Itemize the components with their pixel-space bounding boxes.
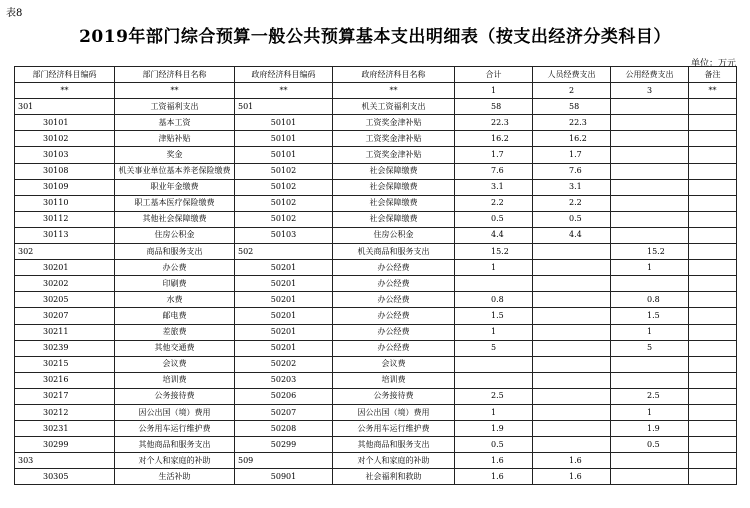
dept-code-cell: 30231 [15,421,115,437]
table-row [15,244,737,260]
table-row [15,404,737,420]
public-cell [611,227,689,243]
dept-name-cell: 其他交通费 [115,340,235,356]
note-cell [689,388,737,404]
personnel-cell: 4.4 [533,227,611,243]
total-cell: 4.4 [455,227,533,243]
gov-code-cell: 50201 [235,308,333,324]
total-cell: 0.5 [455,437,533,453]
note-cell [689,404,737,420]
gov-name-cell: 机关商品和服务支出 [333,244,455,260]
index-cell: ** [115,83,235,99]
dept-name-cell: 公务用车运行维护费 [115,421,235,437]
personnel-cell: 3.1 [533,179,611,195]
note-cell [689,324,737,340]
dept-code-cell: 30202 [15,276,115,292]
public-cell [611,115,689,131]
column-header: 政府经济科目编码 [235,67,333,83]
gov-code-cell: 50102 [235,211,333,227]
personnel-cell: 1.7 [533,147,611,163]
gov-name-cell: 办公经费 [333,308,455,324]
table-row [15,211,737,227]
unit-label: 单位：万元 [690,59,736,69]
gov-name-cell: 社会保障缴费 [333,195,455,211]
dept-code-cell: 30215 [15,356,115,372]
public-cell [611,147,689,163]
dept-code-cell: 302 [15,244,115,260]
public-cell [611,211,689,227]
gov-name-cell: 社会保障缴费 [333,179,455,195]
total-cell: 1.7 [455,147,533,163]
gov-code-cell: 50103 [235,227,333,243]
index-cell: ** [333,83,455,99]
note-cell [689,356,737,372]
gov-code-cell: 50102 [235,163,333,179]
dept-code-cell: 30102 [15,131,115,147]
column-header: 部门经济科目编码 [15,67,115,83]
gov-code-cell: 50102 [235,195,333,211]
note-cell [689,453,737,469]
personnel-cell: 58 [533,99,611,115]
personnel-cell: 2.2 [533,195,611,211]
note-cell [689,292,737,308]
gov-code-cell: 50901 [235,469,333,485]
gov-code-cell: 50101 [235,131,333,147]
dept-code-cell: 30216 [15,372,115,388]
public-cell: 15.2 [611,244,689,260]
dept-code-cell: 30212 [15,404,115,420]
dept-name-cell: 邮电费 [115,308,235,324]
total-cell: 0.5 [455,211,533,227]
note-cell [689,195,737,211]
gov-code-cell: 502 [235,244,333,260]
gov-name-cell: 办公经费 [333,260,455,276]
personnel-cell: 0.5 [533,211,611,227]
public-cell [611,372,689,388]
total-cell: 2.2 [455,195,533,211]
table-header-row [15,67,737,83]
note-cell [689,115,737,131]
table-row [15,437,737,453]
public-cell: 1 [611,324,689,340]
gov-code-cell: 50201 [235,260,333,276]
total-cell: 22.3 [455,115,533,131]
dept-name-cell: 对个人和家庭的补助 [115,453,235,469]
table-row [15,453,737,469]
public-cell: 0.5 [611,437,689,453]
total-cell [455,276,533,292]
note-cell [689,437,737,453]
page-title: 2019年部门综合预算一般公共预算基本支出明细表（按支出经济分类科目） [79,27,671,47]
gov-code-cell: 501 [235,99,333,115]
table-row [15,324,737,340]
gov-name-cell: 会议费 [333,356,455,372]
dept-code-cell: 30299 [15,437,115,453]
gov-name-cell: 公务用车运行维护费 [333,421,455,437]
index-cell: 1 [455,83,533,99]
total-cell: 7.6 [455,163,533,179]
personnel-cell [533,308,611,324]
gov-code-cell: 50299 [235,437,333,453]
dept-code-cell: 30112 [15,211,115,227]
gov-code-cell: 509 [235,453,333,469]
note-cell [689,421,737,437]
gov-code-cell: 50203 [235,372,333,388]
dept-name-cell: 工资福利支出 [115,99,235,115]
dept-code-cell: 303 [15,453,115,469]
gov-code-cell: 50201 [235,292,333,308]
dept-code-cell: 30103 [15,147,115,163]
total-cell [455,372,533,388]
public-cell [611,163,689,179]
table-row [15,469,737,485]
dept-name-cell: 因公出国（境）费用 [115,404,235,420]
column-header: 合计 [455,67,533,83]
total-cell: 3.1 [455,179,533,195]
table-row [15,292,737,308]
dept-name-cell: 职工基本医疗保险缴费 [115,195,235,211]
note-cell [689,260,737,276]
column-header: 政府经济科目名称 [333,67,455,83]
dept-name-cell: 生活补助 [115,469,235,485]
public-cell [611,453,689,469]
column-header: 部门经济科目名称 [115,67,235,83]
index-cell: ** [689,83,737,99]
table-row [15,163,737,179]
note-cell [689,99,737,115]
table-row [15,227,737,243]
dept-name-cell: 住房公积金 [115,227,235,243]
gov-code-cell: 50207 [235,404,333,420]
index-cell: ** [15,83,115,99]
budget-table [14,66,737,485]
gov-code-cell: 50201 [235,324,333,340]
total-cell: 15.2 [455,244,533,260]
total-cell: 1 [455,404,533,420]
dept-name-cell: 水费 [115,292,235,308]
dept-code-cell: 30217 [15,388,115,404]
dept-name-cell: 津贴补贴 [115,131,235,147]
gov-code-cell: 50206 [235,388,333,404]
public-cell: 1 [611,260,689,276]
gov-name-cell: 社会福利和救助 [333,469,455,485]
dept-code-cell: 30201 [15,260,115,276]
dept-name-cell: 奖金 [115,147,235,163]
index-cell: 2 [533,83,611,99]
column-header: 人员经费支出 [533,67,611,83]
dept-code-cell: 301 [15,99,115,115]
total-cell: 0.8 [455,292,533,308]
dept-code-cell: 30109 [15,179,115,195]
gov-name-cell: 社会保障缴费 [333,163,455,179]
table-row [15,179,737,195]
dept-name-cell: 公务接待费 [115,388,235,404]
table-row [15,260,737,276]
table-row [15,356,737,372]
gov-name-cell: 办公经费 [333,324,455,340]
gov-name-cell: 住房公积金 [333,227,455,243]
gov-name-cell: 机关工资福利支出 [333,99,455,115]
table-row [15,340,737,356]
public-cell [611,276,689,292]
gov-name-cell: 办公经费 [333,292,455,308]
gov-code-cell: 50202 [235,356,333,372]
table-number-label: 表8 [6,8,23,19]
table-row [15,99,737,115]
dept-name-cell: 印刷费 [115,276,235,292]
personnel-cell: 1.6 [533,469,611,485]
personnel-cell: 7.6 [533,163,611,179]
dept-code-cell: 30108 [15,163,115,179]
personnel-cell [533,292,611,308]
dept-code-cell: 30113 [15,227,115,243]
personnel-cell [533,356,611,372]
personnel-cell [533,404,611,420]
total-cell: 1.6 [455,453,533,469]
gov-code-cell: 50208 [235,421,333,437]
public-cell [611,195,689,211]
gov-code-cell: 50101 [235,115,333,131]
note-cell [689,227,737,243]
personnel-cell [533,437,611,453]
public-cell: 2.5 [611,388,689,404]
total-cell: 1 [455,324,533,340]
dept-name-cell: 基本工资 [115,115,235,131]
total-cell: 2.5 [455,388,533,404]
gov-name-cell: 工资奖金津补贴 [333,115,455,131]
table-row [15,372,737,388]
public-cell: 1 [611,404,689,420]
gov-code-cell: 50102 [235,179,333,195]
total-cell [455,356,533,372]
note-cell [689,131,737,147]
dept-code-cell: 30205 [15,292,115,308]
total-cell: 58 [455,99,533,115]
personnel-cell: 22.3 [533,115,611,131]
gov-name-cell: 工资奖金津补贴 [333,147,455,163]
note-cell [689,147,737,163]
public-cell: 5 [611,340,689,356]
table-row [15,131,737,147]
gov-name-cell: 社会保障缴费 [333,211,455,227]
dept-name-cell: 商品和服务支出 [115,244,235,260]
column-header: 公用经费支出 [611,67,689,83]
table-row [15,421,737,437]
public-cell: 1.5 [611,308,689,324]
dept-name-cell: 差旅费 [115,324,235,340]
gov-code-cell: 50101 [235,147,333,163]
dept-code-cell: 30207 [15,308,115,324]
public-cell [611,469,689,485]
total-cell: 16.2 [455,131,533,147]
total-cell: 1 [455,260,533,276]
index-row [15,83,737,99]
personnel-cell [533,421,611,437]
dept-code-cell: 30305 [15,469,115,485]
note-cell [689,211,737,227]
dept-code-cell: 30101 [15,115,115,131]
note-cell [689,372,737,388]
column-header: 备注 [689,67,737,83]
total-cell: 1.9 [455,421,533,437]
note-cell [689,163,737,179]
dept-name-cell: 其他社会保障缴费 [115,211,235,227]
table-row [15,276,737,292]
total-cell: 1.5 [455,308,533,324]
gov-name-cell: 对个人和家庭的补助 [333,453,455,469]
personnel-cell [533,388,611,404]
note-cell [689,244,737,260]
public-cell [611,99,689,115]
gov-name-cell: 培训费 [333,372,455,388]
dept-name-cell: 其他商品和服务支出 [115,437,235,453]
gov-name-cell: 因公出国（境）费用 [333,404,455,420]
gov-name-cell: 其他商品和服务支出 [333,437,455,453]
table-row [15,388,737,404]
gov-code-cell: 50201 [235,340,333,356]
note-cell [689,179,737,195]
index-cell: ** [235,83,333,99]
total-cell: 5 [455,340,533,356]
public-cell [611,179,689,195]
table-row [15,147,737,163]
personnel-cell [533,340,611,356]
total-cell: 1.6 [455,469,533,485]
gov-code-cell: 50201 [235,276,333,292]
table-row [15,115,737,131]
note-cell [689,469,737,485]
personnel-cell [533,372,611,388]
dept-name-cell: 培训费 [115,372,235,388]
personnel-cell: 1.6 [533,453,611,469]
dept-code-cell: 30239 [15,340,115,356]
note-cell [689,340,737,356]
dept-code-cell: 30211 [15,324,115,340]
personnel-cell: 16.2 [533,131,611,147]
personnel-cell [533,244,611,260]
gov-name-cell: 办公经费 [333,276,455,292]
public-cell: 1.9 [611,421,689,437]
personnel-cell [533,276,611,292]
note-cell [689,276,737,292]
gov-name-cell: 办公经费 [333,340,455,356]
personnel-cell [533,260,611,276]
note-cell [689,308,737,324]
gov-name-cell: 公务接待费 [333,388,455,404]
public-cell [611,356,689,372]
index-cell: 3 [611,83,689,99]
public-cell: 0.8 [611,292,689,308]
dept-code-cell: 30110 [15,195,115,211]
dept-name-cell: 机关事业单位基本养老保险缴费 [115,163,235,179]
table-row [15,195,737,211]
public-cell [611,131,689,147]
dept-name-cell: 会议费 [115,356,235,372]
dept-name-cell: 职业年金缴费 [115,179,235,195]
table-row [15,308,737,324]
personnel-cell [533,324,611,340]
gov-name-cell: 工资奖金津补贴 [333,131,455,147]
dept-name-cell: 办公费 [115,260,235,276]
